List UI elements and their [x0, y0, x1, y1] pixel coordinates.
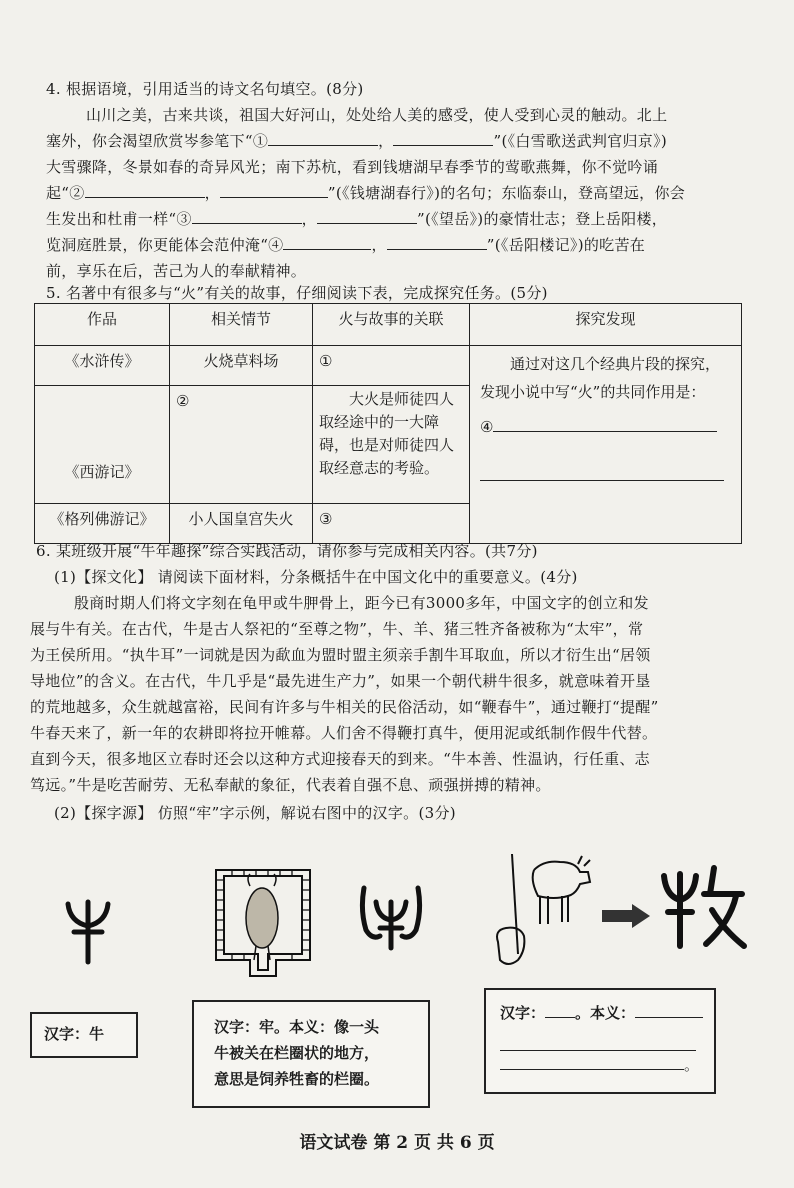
table-cell-plot: 小人国皇宫失火 — [170, 504, 313, 544]
answer-blank[interactable] — [387, 233, 487, 250]
table-cell-relation[interactable]: ① — [313, 346, 470, 386]
passage-line: 殷商时期人们将文字刻在龟甲或牛胛骨上，距今已有3000多年，中国文字的创立和发 — [74, 594, 649, 612]
box-text: 汉字：牢。本义：像一头 牛被关在栏圈状的地方， 意思是饲养牲畜的栏圈。 — [214, 1018, 380, 1088]
passage-line: 展与牛有关。在古代，牛是古人祭祀的“至尊之物”，牛、羊、猪三牲齐备被称为“太牢”，常 — [30, 620, 644, 638]
answer-blank[interactable] — [393, 129, 493, 146]
oracle-niu-glyph — [62, 896, 114, 966]
answer-blank[interactable] — [192, 207, 302, 224]
q4-line-6: 览洞庭胜景，你更能体会范仲淹“④ ， ”(《岳阳楼记》)的吃苦在 — [46, 232, 645, 258]
q6-sub2: (2)【探字源】 仿照“牢”字示例，解说右图中的汉字。(3分) — [54, 804, 456, 822]
passage-line: 笃远。”牛是吃苦耐劳、无私奉献的象征，代表着自强不息、顽强拼搏的精神。 — [30, 776, 551, 794]
answer-row-end[interactable]: 。 — [500, 1052, 699, 1078]
table-cell-work: 《水浒传》 — [35, 346, 170, 386]
finding-answer[interactable]: ④ — [480, 414, 731, 440]
passage-line: 导地位”的含义。在古代，牛几乎是“最先进生产力”，如果一个朝代耕牛很多，就意味着开垦 — [30, 672, 651, 690]
arrow-right-icon — [602, 904, 652, 928]
q4-line-7: 前，享乐在后，苦己为人的奉献精神。 — [46, 262, 307, 280]
table-cell-work: 《格列佛游记》 — [35, 504, 170, 544]
q5-heading: 5. 名著中有很多与“火”有关的故事，仔细阅读下表，完成探究任务。(5分) — [46, 284, 548, 302]
q4-line-4: 起“② ， ”(《钱塘湖春行》)的名句；东临泰山，登高望远，你会 — [46, 180, 685, 206]
answer-box — [484, 988, 716, 1094]
box-label: 汉字：牛 — [44, 1025, 105, 1043]
hanzi-niu-box — [30, 1012, 138, 1058]
herding-illustration — [484, 850, 594, 974]
hanzi-lao-box — [192, 1000, 430, 1108]
q4-line-1: 山川之美，古来共谈，祖国大好河山，处处给人美的感受，使人受到心灵的触动。北上 — [86, 106, 668, 124]
q6-sub1: (1)【探文化】 请阅读下面材料，分条概括牛在中国文化中的重要意义。(4分) — [54, 568, 578, 586]
q4-heading: 4. 根据语境，引用适当的诗文名句填空。(8分) — [46, 80, 364, 98]
table-cell-plot: 火烧草料场 — [170, 346, 313, 386]
ox-pen-illustration — [206, 860, 320, 980]
passage-line: 为王侯所用。“执牛耳”一词就是因为歃血为盟时盟主须亲手割牛耳取血，所以才衍生出“居领 — [30, 646, 651, 664]
oracle-lao-glyph — [356, 880, 426, 954]
table-cell-relation[interactable]: ③ — [313, 504, 470, 544]
table-cell-relation: 大火是师徒四人取经途中的一大障碍，也是对师徒四人取经意志的考验。 — [313, 386, 470, 504]
finding-text: 通过对这几个经典片段的探究，发现小说中写“火”的共同作用是： — [480, 355, 721, 401]
q4-line-3: 大雪骤降，冬景如春的奇异风光；南下苏杭，看到钱塘湖早春季节的莺歌燕舞，你不觉吟诵 — [46, 158, 659, 176]
answer-blank[interactable] — [268, 129, 378, 146]
oracle-mu-glyph — [658, 860, 748, 956]
header-relation: 火与故事的关联 — [313, 304, 470, 346]
header-finding: 探究发现 — [470, 304, 742, 346]
table-cell-work: 《西游记》 — [35, 386, 170, 504]
passage-line: 直到今天，很多地区立春时还会以这种方式迎接春天的到来。“牛本善、性温讷，行任重、志 — [30, 750, 650, 768]
q4-line-2: 塞外，你会渴望欣赏岑参笔下“① ， ”(《白雪歌送武判官归京》) — [46, 128, 667, 154]
passage-line: 牛春天来了，新一年的农耕即将拉开帷幕。人们舍不得鞭打真牛，便用泥或纸制作假牛代替。 — [30, 724, 658, 742]
passage-line: 的荒地越多，众生就越富裕，民间有许多与牛相关的民俗活动，如“鞭春牛”，通过鞭打“提醒” — [30, 698, 659, 716]
header-work: 作品 — [35, 304, 170, 346]
answer-blank[interactable] — [85, 181, 205, 198]
answer-line[interactable] — [500, 1034, 696, 1051]
header-plot: 相关情节 — [170, 304, 313, 346]
q5-table — [34, 303, 742, 544]
answer-line[interactable] — [480, 464, 724, 481]
answer-blank[interactable] — [220, 181, 328, 198]
q6-heading: 6. 某班级开展“牛年趣探”综合实践活动，请你参与完成相关内容。(共7分) — [36, 542, 538, 560]
q4-line-5: 生发出和杜甫一样“③ ， ”(《望岳》)的豪情壮志；登上岳阳楼， — [46, 206, 667, 232]
answer-blank[interactable] — [317, 207, 417, 224]
table-cell-plot[interactable]: ② — [170, 386, 313, 504]
page-footer: 语文试卷 第 2 页 共 6 页 — [299, 1133, 495, 1153]
answer-blank[interactable] — [283, 233, 371, 250]
table-cell-finding — [470, 346, 742, 544]
answer-row[interactable]: 汉字： 。本义： — [500, 1000, 703, 1026]
